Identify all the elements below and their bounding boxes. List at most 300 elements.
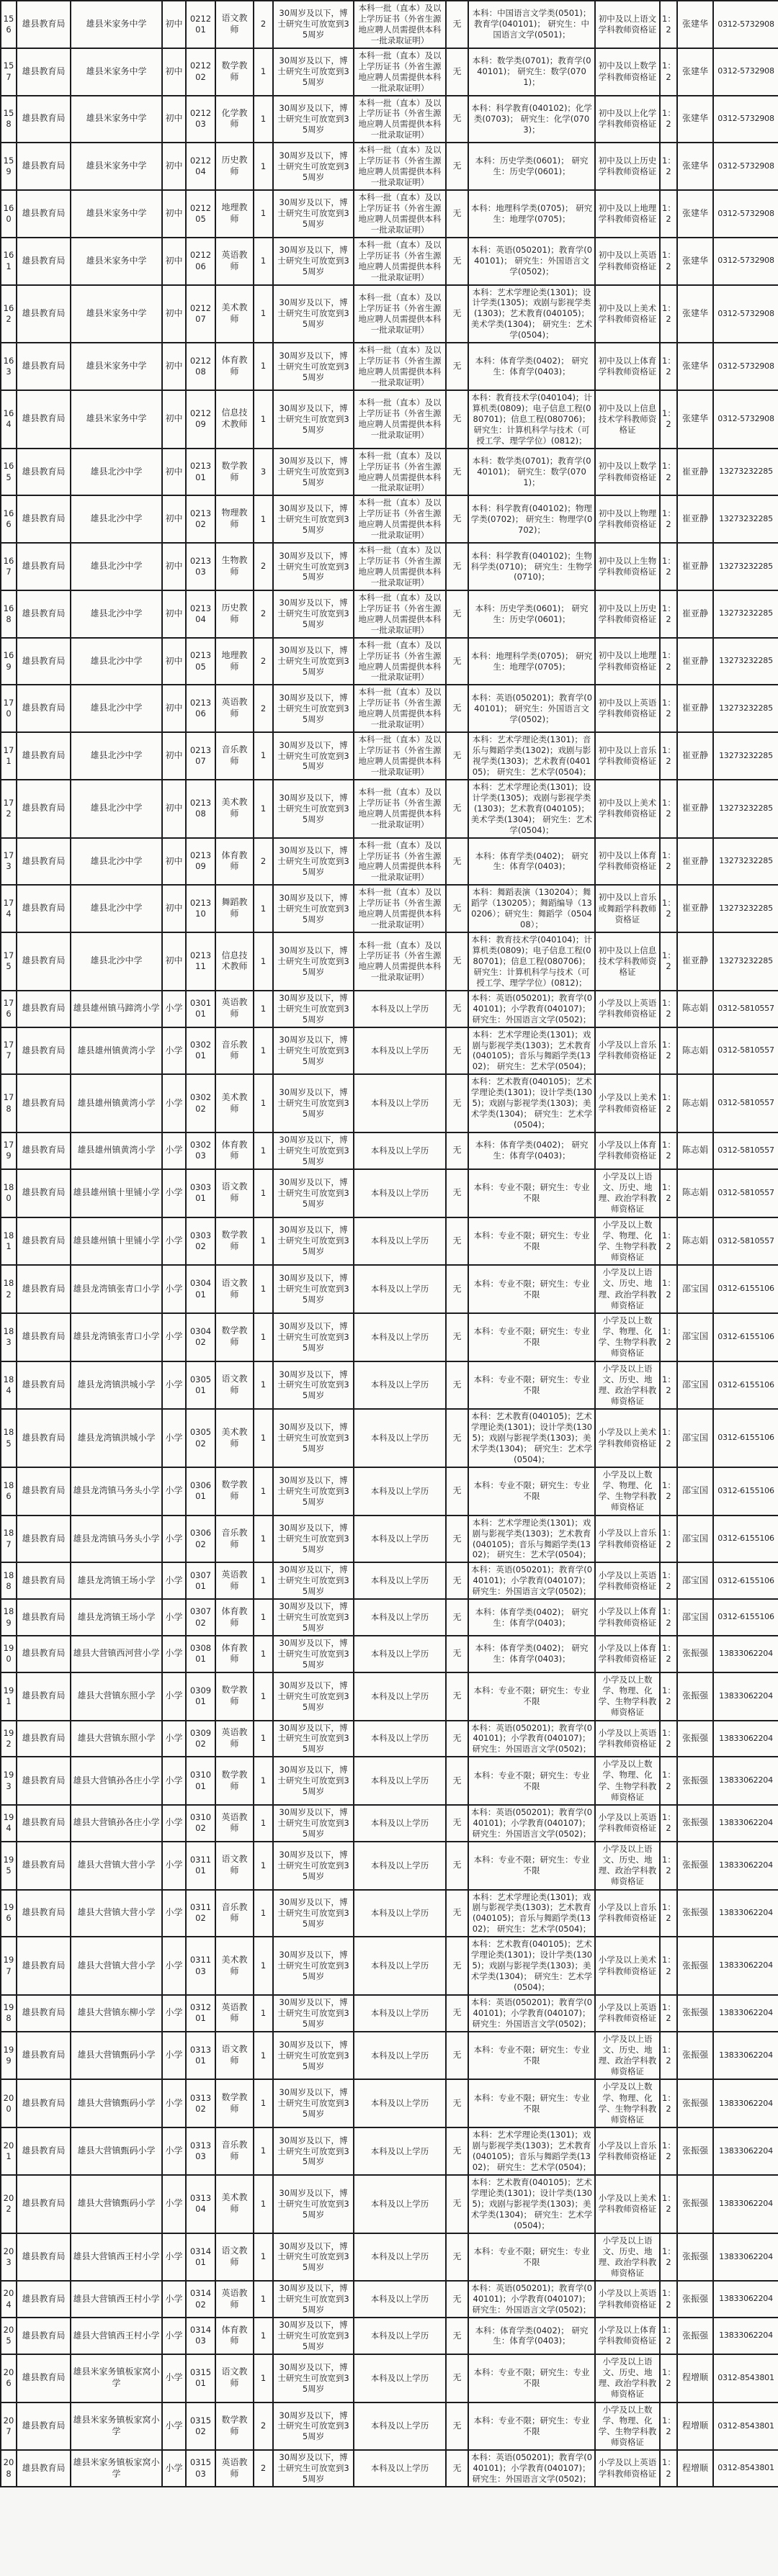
cell-stage: 小学 xyxy=(162,2354,186,2402)
cell-education: 本科一批（直本）及以上学历证书（外省生源地应聘人员需提供本科一批录取证明） xyxy=(354,885,446,932)
cell-count: 1 xyxy=(254,1169,273,1217)
cell-seq: 192 xyxy=(1,1721,17,1757)
cell-seq: 171 xyxy=(1,732,17,780)
cell-certificate: 小学及以上美术学科教师资格证 xyxy=(595,1409,660,1467)
cell-other: 无 xyxy=(446,991,468,1027)
cell-education: 本科及以上学历 xyxy=(354,1890,446,1937)
cell-phone: 13833062204 xyxy=(713,2079,778,2127)
cell-certificate: 初中及以上英语学科教师资格证 xyxy=(595,238,660,285)
cell-ratio: 1：2 xyxy=(660,143,677,190)
cell-ratio: 1：2 xyxy=(660,1757,677,1805)
cell-other: 无 xyxy=(446,685,468,732)
cell-code: 030901 xyxy=(186,1672,215,1721)
cell-contact: 陈志娟 xyxy=(677,1074,713,1132)
cell-other: 无 xyxy=(446,1562,468,1599)
cell-position: 英语教师 xyxy=(215,2450,254,2487)
cell-phone: 13273232285 xyxy=(713,590,778,638)
cell-seq: 172 xyxy=(1,780,17,838)
cell-school: 雄县大营镇西河营小学 xyxy=(71,1636,162,1672)
cell-count: 1 xyxy=(254,780,273,838)
cell-count: 1 xyxy=(254,991,273,1027)
cell-education: 本科一批（直本）及以上学历证书（外省生源地应聘人员需提供本科一批录取证明） xyxy=(354,495,446,543)
cell-contact: 邵宝国 xyxy=(677,1599,713,1636)
cell-position: 美术教师 xyxy=(215,2175,254,2233)
cell-education: 本科及以上学历 xyxy=(354,1599,446,1636)
cell-department: 雄县教育局 xyxy=(17,780,71,838)
cell-age: 30周岁及以下，博士研究生可放宽到35周岁 xyxy=(273,1313,354,1361)
cell-code: 030402 xyxy=(186,1313,215,1361)
cell-other: 无 xyxy=(446,2450,468,2487)
cell-seq: 185 xyxy=(1,1409,17,1467)
cell-education: 本科一批（直本）及以上学历证书（外省生源地应聘人员需提供本科一批录取证明） xyxy=(354,638,446,685)
cell-other: 无 xyxy=(446,1132,468,1169)
cell-other: 无 xyxy=(446,1027,468,1075)
table-row xyxy=(1,1757,778,1805)
cell-department: 雄县教育局 xyxy=(17,838,71,886)
cell-other: 无 xyxy=(446,780,468,838)
cell-major: 本科：艺术教育(040105)；艺术学理论类(1301)；设计学类(1305)；戏剧与影视学类(1303)；美术学类(1304)； 研究生：艺术学(0504)； xyxy=(468,1937,595,1995)
cell-department: 雄县教育局 xyxy=(17,2402,71,2451)
cell-ratio: 1：2 xyxy=(660,1169,677,1217)
cell-certificate: 小学及以上英语学科教师资格证 xyxy=(595,2450,660,2487)
cell-education: 本科及以上学历 xyxy=(354,1842,446,1890)
cell-major: 本科：艺术学理论类(1301)；设计学类(1305)；戏剧与影视学类(1303)；艺术教育(040105)；美术学类(1304)； 研究生：艺术学(0504)； xyxy=(468,285,595,343)
cell-ratio: 1：2 xyxy=(660,838,677,886)
cell-stage: 初中 xyxy=(162,638,186,685)
cell-department: 雄县教育局 xyxy=(17,143,71,190)
cell-position: 语文教师 xyxy=(215,1361,254,1410)
cell-age: 30周岁及以下，博士研究生可放宽到35周岁 xyxy=(273,238,354,285)
cell-stage: 小学 xyxy=(162,1132,186,1169)
cell-code: 031301 xyxy=(186,2032,215,2080)
cell-count: 1 xyxy=(254,96,273,143)
cell-other: 无 xyxy=(446,1074,468,1132)
cell-count: 1 xyxy=(254,1599,273,1636)
cell-stage: 小学 xyxy=(162,2233,186,2282)
cell-department: 雄县教育局 xyxy=(17,390,71,449)
cell-code: 031502 xyxy=(186,2402,215,2451)
cell-ratio: 1：2 xyxy=(660,2281,677,2318)
cell-phone: 13833062204 xyxy=(713,1805,778,1842)
cell-school: 雄县米家务中学 xyxy=(71,390,162,449)
cell-certificate: 小学及以上英语学科教师资格证 xyxy=(595,1562,660,1599)
cell-seq: 208 xyxy=(1,2450,17,2487)
cell-age: 30周岁及以下，博士研究生可放宽到35周岁 xyxy=(273,1995,354,2032)
cell-other: 无 xyxy=(446,1467,468,1516)
cell-code: 030502 xyxy=(186,1409,215,1467)
cell-ratio: 1：2 xyxy=(660,1995,677,2032)
cell-phone: 0312-6155106 xyxy=(713,1467,778,1516)
cell-certificate: 小学及以上美术学科教师资格证 xyxy=(595,2175,660,2233)
cell-seq: 167 xyxy=(1,543,17,590)
cell-contact: 程增顺 xyxy=(677,2354,713,2402)
cell-stage: 初中 xyxy=(162,1,186,48)
cell-phone: 13273232285 xyxy=(713,685,778,732)
table-row xyxy=(1,2450,778,2487)
cell-seq: 173 xyxy=(1,838,17,886)
cell-stage: 初中 xyxy=(162,932,186,991)
cell-certificate: 初中及以上地理学科教师资格证 xyxy=(595,638,660,685)
cell-ratio: 1：2 xyxy=(660,1562,677,1599)
cell-phone: 0312-5732908 xyxy=(713,390,778,449)
cell-seq: 197 xyxy=(1,1937,17,1995)
cell-code: 021206 xyxy=(186,238,215,285)
cell-school: 雄县北沙中学 xyxy=(71,495,162,543)
cell-code: 021301 xyxy=(186,449,215,496)
cell-school: 雄县米家务中学 xyxy=(71,1,162,48)
cell-phone: 0312-8543801 xyxy=(713,2402,778,2451)
cell-seq: 188 xyxy=(1,1562,17,1599)
cell-position: 数学教师 xyxy=(215,1672,254,1721)
cell-major: 本科：英语(050201)；教育学(040101)；小学教育(040107)； 研究生：外国语言文学(0502)； xyxy=(468,1562,595,1599)
cell-other: 无 xyxy=(446,1217,468,1266)
table-row xyxy=(1,1313,778,1361)
cell-education: 本科及以上学历 xyxy=(354,2175,446,2233)
cell-major: 本科：专业不限；研究生：专业不限 xyxy=(468,2079,595,2127)
cell-ratio: 1：2 xyxy=(660,685,677,732)
cell-code: 021202 xyxy=(186,48,215,96)
cell-age: 30周岁及以下，博士研究生可放宽到35周岁 xyxy=(273,390,354,449)
cell-count: 1 xyxy=(254,2318,273,2354)
cell-count: 1 xyxy=(254,2032,273,2080)
cell-education: 本科及以上学历 xyxy=(354,2354,446,2402)
table-row xyxy=(1,590,778,638)
cell-stage: 初中 xyxy=(162,143,186,190)
cell-code: 021207 xyxy=(186,285,215,343)
cell-seq: 193 xyxy=(1,1757,17,1805)
cell-department: 雄县教育局 xyxy=(17,1672,71,1721)
table-row xyxy=(1,732,778,780)
cell-major: 本科：专业不限；研究生：专业不限 xyxy=(468,1672,595,1721)
cell-department: 雄县教育局 xyxy=(17,2032,71,2080)
cell-age: 30周岁及以下，博士研究生可放宽到35周岁 xyxy=(273,1265,354,1313)
cell-certificate: 小学及以上体育学科教师资格证 xyxy=(595,1599,660,1636)
cell-position: 数学教师 xyxy=(215,1313,254,1361)
cell-school: 雄县大营镇西王村小学 xyxy=(71,2318,162,2354)
cell-ratio: 1：2 xyxy=(660,1467,677,1516)
cell-school: 雄县北沙中学 xyxy=(71,590,162,638)
cell-stage: 小学 xyxy=(162,2079,186,2127)
cell-other: 无 xyxy=(446,1169,468,1217)
cell-phone: 0312-5732908 xyxy=(713,1,778,48)
cell-phone: 0312-6155106 xyxy=(713,1361,778,1410)
cell-ratio: 1：2 xyxy=(660,1313,677,1361)
cell-phone: 0312-5810557 xyxy=(713,1027,778,1075)
cell-count: 1 xyxy=(254,2281,273,2318)
cell-ratio: 1：2 xyxy=(660,190,677,238)
cell-education: 本科及以上学历 xyxy=(354,2032,446,2080)
table-row xyxy=(1,2354,778,2402)
cell-education: 本科及以上学历 xyxy=(354,1027,446,1075)
cell-education: 本科及以上学历 xyxy=(354,2450,446,2487)
cell-age: 30周岁及以下，博士研究生可放宽到35周岁 xyxy=(273,685,354,732)
cell-age: 30周岁及以下，博士研究生可放宽到35周岁 xyxy=(273,991,354,1027)
cell-phone: 13273232285 xyxy=(713,780,778,838)
cell-certificate: 小学及以上音乐学科教师资格证 xyxy=(595,1890,660,1937)
cell-certificate: 初中及以上信息技术学科教师资格证 xyxy=(595,932,660,991)
cell-other: 无 xyxy=(446,190,468,238)
cell-seq: 205 xyxy=(1,2318,17,2354)
cell-certificate: 初中及以上生物学科教师资格证 xyxy=(595,543,660,590)
cell-contact: 张建华 xyxy=(677,1,713,48)
cell-education: 本科及以上学历 xyxy=(354,1562,446,1599)
cell-ratio: 1：2 xyxy=(660,1409,677,1467)
cell-school: 雄县大营镇甄码小学 xyxy=(71,2127,162,2175)
table-row xyxy=(1,2402,778,2451)
cell-other: 无 xyxy=(446,1636,468,1672)
cell-education: 本科一批（直本）及以上学历证书（外省生源地应聘人员需提供本科一批录取证明） xyxy=(354,285,446,343)
cell-age: 30周岁及以下，博士研究生可放宽到35周岁 xyxy=(273,1074,354,1132)
cell-phone: 13273232285 xyxy=(713,838,778,886)
cell-department: 雄县教育局 xyxy=(17,543,71,590)
cell-stage: 初中 xyxy=(162,449,186,496)
cell-major: 本科：艺术学理论类(1301)；戏剧与影视学类(1303)；艺术教育(040105)；音乐与舞蹈学类(1302)； 研究生：艺术学(0504)； xyxy=(468,1516,595,1563)
cell-school: 雄县大营镇西王村小学 xyxy=(71,2233,162,2282)
cell-stage: 小学 xyxy=(162,1636,186,1672)
cell-department: 雄县教育局 xyxy=(17,932,71,991)
cell-other: 无 xyxy=(446,1409,468,1467)
cell-major: 本科：英语(050201)；教育学(040101)；小学教育(040107)； 研究生：外国语言文学(0502)； xyxy=(468,991,595,1027)
table-row xyxy=(1,1,778,48)
cell-ratio: 1：2 xyxy=(660,1361,677,1410)
cell-major: 本科：专业不限；研究生：专业不限 xyxy=(468,1842,595,1890)
cell-count: 2 xyxy=(254,2450,273,2487)
cell-ratio: 1：2 xyxy=(660,2402,677,2451)
cell-certificate: 初中及以上数学学科教师资格证 xyxy=(595,48,660,96)
cell-major: 本科：数学类(0701)；教育学(040101)； 研究生：数学(0701)； xyxy=(468,449,595,496)
cell-school: 雄县米家务中学 xyxy=(71,48,162,96)
cell-major: 本科：体育学类(0402)； 研究生：体育学(0403)； xyxy=(468,1636,595,1672)
cell-position: 美术教师 xyxy=(215,780,254,838)
cell-code: 030101 xyxy=(186,991,215,1027)
cell-ratio: 1：2 xyxy=(660,2032,677,2080)
cell-school: 雄县雄州镇黄湾小学 xyxy=(71,1132,162,1169)
cell-contact: 崔亚静 xyxy=(677,732,713,780)
cell-other: 无 xyxy=(446,2079,468,2127)
cell-certificate: 初中及以上语文学科教师资格证 xyxy=(595,1,660,48)
cell-education: 本科及以上学历 xyxy=(354,1313,446,1361)
cell-major: 本科：英语(050201)；教育学(040101)；小学教育(040107)； 研究生：外国语言文学(0502)； xyxy=(468,2281,595,2318)
cell-certificate: 小学及以上语文、历史、地理、政治学科教师资格证 xyxy=(595,2032,660,2080)
cell-count: 1 xyxy=(254,1265,273,1313)
cell-position: 生物教师 xyxy=(215,543,254,590)
cell-school: 雄县米家务镇板家窝小学 xyxy=(71,2354,162,2402)
cell-stage: 小学 xyxy=(162,1361,186,1410)
cell-position: 化学教师 xyxy=(215,96,254,143)
cell-ratio: 1：2 xyxy=(660,2233,677,2282)
cell-major: 本科：数学类(0701)；教育学(040101)； 研究生：数学(0701)； xyxy=(468,48,595,96)
cell-other: 无 xyxy=(446,838,468,886)
cell-phone: 0312-5732908 xyxy=(713,285,778,343)
cell-certificate: 小学及以上体育学科教师资格证 xyxy=(595,1132,660,1169)
cell-department: 雄县教育局 xyxy=(17,1409,71,1467)
cell-other: 无 xyxy=(446,1361,468,1410)
cell-ratio: 1：2 xyxy=(660,1265,677,1313)
cell-education: 本科及以上学历 xyxy=(354,2233,446,2282)
cell-seq: 177 xyxy=(1,1027,17,1075)
cell-major: 本科：英语(050201)；教育学(040101)； 研究生：外国语言文学(0502)； xyxy=(468,685,595,732)
cell-seq: 175 xyxy=(1,932,17,991)
cell-other: 无 xyxy=(446,238,468,285)
cell-phone: 0312-5732908 xyxy=(713,143,778,190)
cell-certificate: 初中及以上体育学科教师资格证 xyxy=(595,343,660,390)
cell-stage: 小学 xyxy=(162,2318,186,2354)
cell-certificate: 小学及以上数学、物理、化学、生物学科教师资格证 xyxy=(595,1672,660,1721)
cell-school: 雄县米家务中学 xyxy=(71,143,162,190)
cell-department: 雄县教育局 xyxy=(17,1169,71,1217)
cell-certificate: 初中及以上音乐学科教师资格证 xyxy=(595,732,660,780)
cell-department: 雄县教育局 xyxy=(17,1074,71,1132)
cell-department: 雄县教育局 xyxy=(17,1562,71,1599)
cell-certificate: 初中及以上历史学科教师资格证 xyxy=(595,143,660,190)
cell-phone: 13833062204 xyxy=(713,2175,778,2233)
cell-seq: 176 xyxy=(1,991,17,1027)
cell-count: 1 xyxy=(254,1721,273,1757)
cell-stage: 初中 xyxy=(162,96,186,143)
cell-other: 无 xyxy=(446,1599,468,1636)
cell-department: 雄县教育局 xyxy=(17,96,71,143)
cell-count: 1 xyxy=(254,48,273,96)
cell-phone: 13833062204 xyxy=(713,2032,778,2080)
table-row xyxy=(1,1805,778,1842)
cell-age: 30周岁及以下，博士研究生可放宽到35周岁 xyxy=(273,1672,354,1721)
cell-education: 本科及以上学历 xyxy=(354,2281,446,2318)
table-row xyxy=(1,2318,778,2354)
cell-position: 语文教师 xyxy=(215,1,254,48)
cell-major: 本科：历史学类(0601)； 研究生：历史学(0601)； xyxy=(468,143,595,190)
cell-code: 021304 xyxy=(186,590,215,638)
cell-age: 30周岁及以下，博士研究生可放宽到35周岁 xyxy=(273,932,354,991)
cell-stage: 小学 xyxy=(162,1562,186,1599)
cell-age: 30周岁及以下，博士研究生可放宽到35周岁 xyxy=(273,1805,354,1842)
cell-other: 无 xyxy=(446,885,468,932)
cell-age: 30周岁及以下，博士研究生可放宽到35周岁 xyxy=(273,1027,354,1075)
cell-education: 本科一批（直本）及以上学历证书（外省生源地应聘人员需提供本科一批录取证明） xyxy=(354,96,446,143)
cell-age: 30周岁及以下，博士研究生可放宽到35周岁 xyxy=(273,590,354,638)
cell-position: 语文教师 xyxy=(215,1265,254,1313)
cell-other: 无 xyxy=(446,1265,468,1313)
cell-phone: 13833062204 xyxy=(713,1890,778,1937)
cell-other: 无 xyxy=(446,495,468,543)
cell-education: 本科一批（直本）及以上学历证书（外省生源地应聘人员需提供本科一批录取证明） xyxy=(354,732,446,780)
cell-certificate: 小学及以上语文、历史、地理、政治学科教师资格证 xyxy=(595,1842,660,1890)
cell-certificate: 小学及以上音乐学科教师资格证 xyxy=(595,2127,660,2175)
cell-certificate: 小学及以上语文、历史、地理、政治学科教师资格证 xyxy=(595,1169,660,1217)
cell-department: 雄县教育局 xyxy=(17,1757,71,1805)
cell-school: 雄县北沙中学 xyxy=(71,885,162,932)
cell-contact: 张振强 xyxy=(677,2318,713,2354)
cell-seq: 179 xyxy=(1,1132,17,1169)
cell-phone: 13273232285 xyxy=(713,495,778,543)
cell-code: 021305 xyxy=(186,638,215,685)
cell-code: 021205 xyxy=(186,190,215,238)
cell-department: 雄县教育局 xyxy=(17,1313,71,1361)
cell-age: 30周岁及以下，博士研究生可放宽到35周岁 xyxy=(273,1467,354,1516)
cell-school: 雄县龙湾镇王场小学 xyxy=(71,1562,162,1599)
cell-school: 雄县北沙中学 xyxy=(71,780,162,838)
cell-education: 本科及以上学历 xyxy=(354,2079,446,2127)
cell-ratio: 1：2 xyxy=(660,495,677,543)
cell-major: 本科：体育学类(0402)； 研究生：体育学(0403)； xyxy=(468,1599,595,1636)
cell-stage: 小学 xyxy=(162,1169,186,1217)
cell-certificate: 小学及以上美术学科教师资格证 xyxy=(595,1937,660,1995)
cell-position: 语文教师 xyxy=(215,2354,254,2402)
cell-other: 无 xyxy=(446,48,468,96)
cell-age: 30周岁及以下，博士研究生可放宽到35周岁 xyxy=(273,1,354,48)
cell-age: 30周岁及以下，博士研究生可放宽到35周岁 xyxy=(273,48,354,96)
cell-code: 021310 xyxy=(186,885,215,932)
cell-position: 物理教师 xyxy=(215,495,254,543)
cell-contact: 陈志娟 xyxy=(677,1132,713,1169)
cell-major: 本科：教育技术学(040104)；计算机类(0809)；电子信息工程(080701)；信息工程(080706)；研究生：计算机科学与技术（可授工学、理学学位）(0812)； xyxy=(468,390,595,449)
cell-code: 021303 xyxy=(186,543,215,590)
cell-major: 本科：专业不限；研究生：专业不限 xyxy=(468,2402,595,2451)
cell-age: 30周岁及以下，博士研究生可放宽到35周岁 xyxy=(273,2281,354,2318)
cell-other: 无 xyxy=(446,732,468,780)
table-row xyxy=(1,2079,778,2127)
cell-school: 雄县大营镇甄码小学 xyxy=(71,2079,162,2127)
cell-age: 30周岁及以下，博士研究生可放宽到35周岁 xyxy=(273,2450,354,2487)
cell-age: 30周岁及以下，博士研究生可放宽到35周岁 xyxy=(273,2233,354,2282)
cell-count: 1 xyxy=(254,1805,273,1842)
cell-age: 30周岁及以下，博士研究生可放宽到35周岁 xyxy=(273,190,354,238)
cell-contact: 张振强 xyxy=(677,2233,713,2282)
cell-ratio: 1：2 xyxy=(660,343,677,390)
cell-certificate: 小学及以上英语学科教师资格证 xyxy=(595,1995,660,2032)
cell-major: 本科：艺术学理论类(1301)；音乐与舞蹈学类(1302)；戏剧与影视学类(1303)；艺术教育(040105)； 研究生：艺术学(0504)； xyxy=(468,732,595,780)
cell-contact: 张振强 xyxy=(677,1995,713,2032)
cell-major: 本科：地理科学类(0705)； 研究生：地理学(0705)； xyxy=(468,190,595,238)
cell-position: 数学教师 xyxy=(215,48,254,96)
cell-other: 无 xyxy=(446,1672,468,1721)
cell-count: 1 xyxy=(254,1516,273,1563)
cell-certificate: 小学及以上音乐学科教师资格证 xyxy=(595,1027,660,1075)
cell-age: 30周岁及以下，博士研究生可放宽到35周岁 xyxy=(273,1937,354,1995)
cell-age: 30周岁及以下，博士研究生可放宽到35周岁 xyxy=(273,838,354,886)
cell-position: 美术教师 xyxy=(215,1937,254,1995)
cell-education: 本科及以上学历 xyxy=(354,1169,446,1217)
cell-age: 30周岁及以下，博士研究生可放宽到35周岁 xyxy=(273,143,354,190)
cell-certificate: 初中及以上体育学科教师资格证 xyxy=(595,838,660,886)
cell-code: 021309 xyxy=(186,838,215,886)
cell-contact: 张建华 xyxy=(677,143,713,190)
cell-position: 语文教师 xyxy=(215,1842,254,1890)
cell-stage: 小学 xyxy=(162,2175,186,2233)
table-row xyxy=(1,780,778,838)
cell-major: 本科：艺术教育(040105)；艺术学理论类(1301)；设计学类(1305)；戏剧与影视学类(1303)；美术学类(1304)； 研究生：艺术学(0504)； xyxy=(468,2175,595,2233)
cell-contact: 张振强 xyxy=(677,2032,713,2080)
cell-school: 雄县北沙中学 xyxy=(71,449,162,496)
cell-count: 1 xyxy=(254,1937,273,1995)
cell-stage: 小学 xyxy=(162,1890,186,1937)
cell-education: 本科及以上学历 xyxy=(354,1937,446,1995)
cell-count: 1 xyxy=(254,1672,273,1721)
table-row xyxy=(1,449,778,496)
cell-code: 030202 xyxy=(186,1074,215,1132)
cell-certificate: 小学及以上数学、物理、化学、生物学科教师资格证 xyxy=(595,1467,660,1516)
cell-code: 031101 xyxy=(186,1842,215,1890)
cell-contact: 张振强 xyxy=(677,2079,713,2127)
cell-phone: 13833062204 xyxy=(713,2233,778,2282)
cell-department: 雄县教育局 xyxy=(17,1,71,48)
cell-age: 30周岁及以下，博士研究生可放宽到35周岁 xyxy=(273,885,354,932)
cell-age: 30周岁及以下，博士研究生可放宽到35周岁 xyxy=(273,449,354,496)
cell-other: 无 xyxy=(446,2127,468,2175)
cell-department: 雄县教育局 xyxy=(17,1361,71,1410)
cell-count: 1 xyxy=(254,932,273,991)
cell-department: 雄县教育局 xyxy=(17,638,71,685)
cell-contact: 崔亚静 xyxy=(677,885,713,932)
